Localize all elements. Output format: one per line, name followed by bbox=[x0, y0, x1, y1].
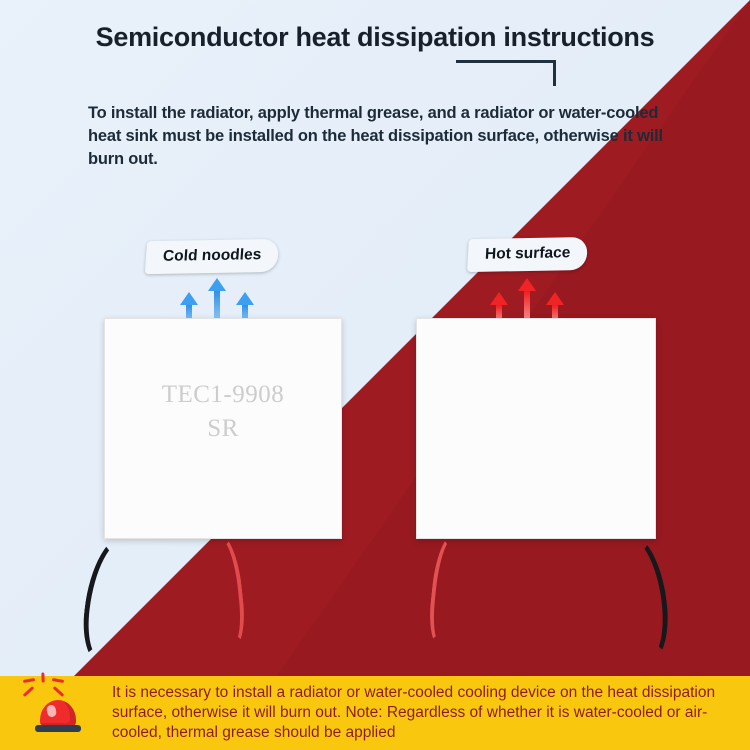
arrow-head-icon bbox=[518, 278, 536, 291]
label-cold-noodles: Cold noodles bbox=[145, 239, 280, 274]
siren-ray bbox=[53, 686, 65, 697]
peltier-module-cold-side bbox=[104, 318, 342, 539]
siren-ray bbox=[23, 686, 35, 697]
siren-ray bbox=[41, 672, 44, 682]
footer-warning-band bbox=[0, 676, 750, 750]
siren-body bbox=[40, 700, 76, 726]
arrow-head-icon bbox=[546, 292, 564, 305]
arrow-head-icon bbox=[236, 292, 254, 305]
label-hot-surface: Hot surface bbox=[467, 237, 588, 272]
footer-warning-text: It is necessary to install a radiator or water-cooled cooling device on the heat dissipation surface, otherwise it will burn out. Note: Regardless of whether it is water-cooled or air-cooled, thermal grease should be applied bbox=[112, 684, 716, 741]
arrow-head-icon bbox=[490, 292, 508, 305]
siren-ray bbox=[23, 678, 35, 683]
page-title: Semiconductor heat dissipation instructions bbox=[95, 22, 655, 52]
alarm-siren-icon bbox=[0, 676, 112, 750]
arrow-head-icon bbox=[208, 278, 226, 291]
arrow-head-icon bbox=[180, 292, 198, 305]
title-underline-accent bbox=[456, 60, 556, 63]
module-part-number: TEC1-9908 bbox=[161, 381, 285, 408]
siren-highlight bbox=[46, 704, 57, 718]
siren-ray bbox=[52, 678, 64, 683]
peltier-module-hot-side bbox=[416, 318, 656, 539]
page-subtitle: To install the radiator, apply thermal grease, and a radiator or water-cooled heat sink must be installed on the heat dissipation surface, otherwise it will burn out. bbox=[88, 104, 663, 168]
module-part-suffix: SR bbox=[207, 415, 239, 442]
